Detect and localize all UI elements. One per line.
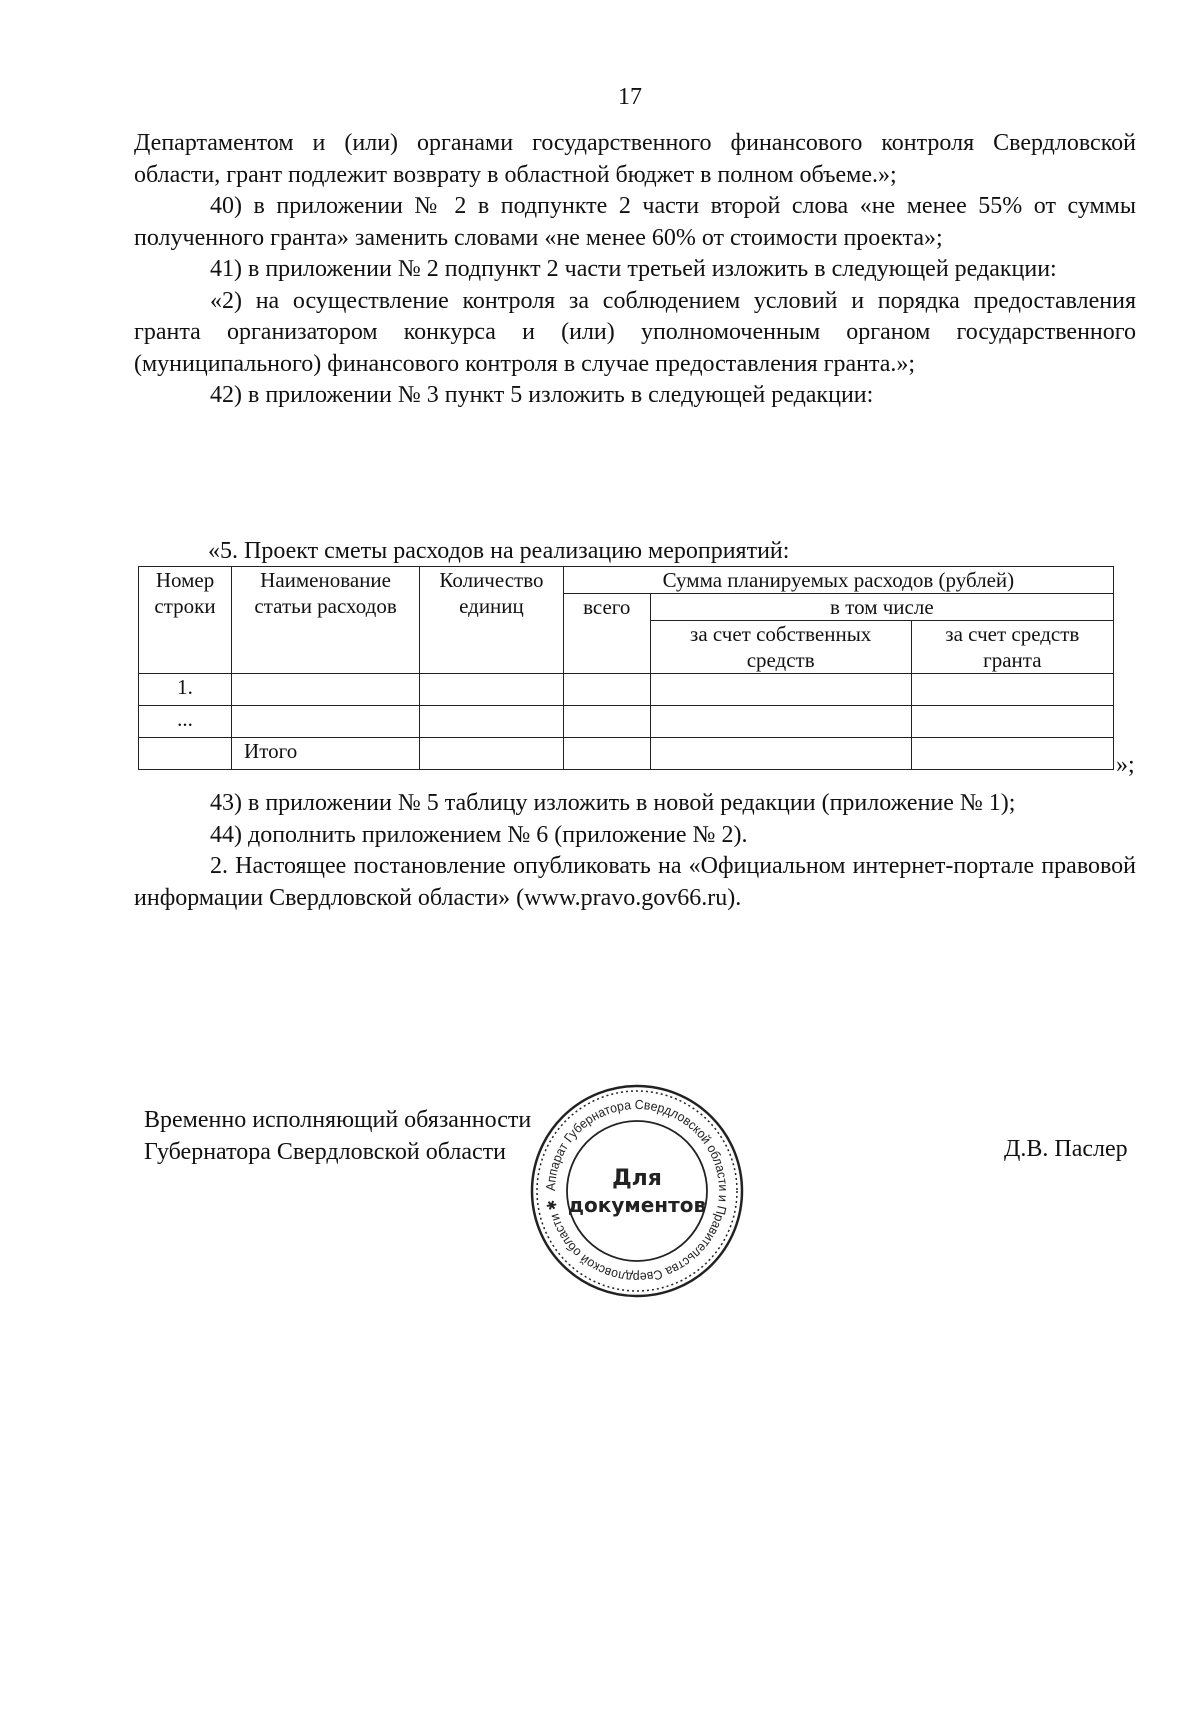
header-quantity: Количество единиц: [420, 567, 564, 674]
stamp-center-line1: Для: [612, 1166, 662, 1191]
cell-total: [563, 674, 650, 706]
table-row: [139, 674, 1114, 706]
cell-quantity: [420, 706, 564, 738]
table-caption: «5. Проект сметы расходов на реализацию мероприятий:: [208, 538, 790, 564]
header-item-name: Наименование статьи расходов: [232, 567, 420, 674]
cell-item-name: [232, 706, 420, 738]
header-row-number: Номер строки: [139, 567, 232, 674]
paragraph-subitem-2: «2) на осуществление контроля за соблюдением условий и порядка предоставления гранта организатором конкурса и (или) уполномоченным органом государственного (муниципального) финансового контроля в случае предоставления гранта.»;: [134, 287, 1136, 377]
table-row-total: [139, 738, 1114, 770]
stamp-ring-text: Аппарат Губернатора Свердловской области и Правительства Свердловской области ✱: [542, 1096, 732, 1286]
header-total: всего: [563, 594, 650, 674]
stamp-inner-circle: [567, 1121, 707, 1261]
cell-total: [563, 706, 650, 738]
stamp-center-line2: документов: [567, 1193, 707, 1217]
paragraph-item-40: 40) в приложении № 2 в подпункте 2 части второй слова «не менее 55% от суммы полученного гранта» заменить словами «не менее 60% от стоимости проекта»;: [134, 193, 1136, 251]
cell-grant-funds: [911, 706, 1113, 738]
header-planned-sum: Сумма планируемых расходов (рублей): [563, 567, 1113, 594]
header-including: в том числе: [650, 594, 1113, 621]
paragraph-item-43: 43) в приложении № 5 таблицу изложить в новой редакции (приложение № 1);: [210, 790, 1016, 816]
paragraph-continuation: Департаментом и (или) органами государственного финансового контроля Свердловской области, грант подлежит возврату в областной бюджет в полном объеме.»;: [134, 130, 1136, 188]
cell-grant-funds: [911, 674, 1113, 706]
official-stamp: [528, 1082, 746, 1300]
signature-block: [144, 1104, 531, 1168]
paragraph-section-2: 2. Настоящее постановление опубликовать на «Официальном интернет-портале правовой информации Свердловской области» (www.pravo.gov66.ru).: [134, 853, 1136, 911]
paragraph-item-42: 42) в приложении № 3 пункт 5 изложить в следующей редакции:: [210, 382, 874, 408]
body-text-top: [134, 128, 1136, 412]
header-grant-funds: за счет средств гранта: [911, 621, 1113, 674]
cell-quantity: [420, 738, 564, 770]
cell-row-number: 1.: [139, 674, 232, 706]
cell-own-funds: [650, 706, 911, 738]
signer-position-line2: Губернатора Свердловской области: [144, 1139, 506, 1165]
cell-row-number: ...: [139, 706, 232, 738]
cell-item-name: Итого: [232, 738, 420, 770]
cell-quantity: [420, 674, 564, 706]
paragraph-item-44: 44) дополнить приложением № 6 (приложение № 2).: [210, 821, 748, 848]
stamp-outer-circle: [532, 1086, 742, 1296]
cell-own-funds: [650, 674, 911, 706]
page-number: 17: [618, 84, 642, 110]
body-text-bottom: [134, 788, 1136, 914]
signer-name: Д.В. Паслер: [1004, 1136, 1128, 1162]
signer-position-line1: Временно исполняющий обязанности: [144, 1107, 532, 1133]
table-row: [139, 706, 1114, 738]
header-own-funds: за счет собственных средств: [650, 621, 911, 674]
estimate-table: [138, 566, 1114, 770]
cell-item-name: [232, 674, 420, 706]
paragraph-item-41: 41) в приложении № 2 подпункт 2 части третьей изложить в следующей редакции:: [210, 256, 1057, 282]
cell-grant-funds: [911, 738, 1113, 770]
cell-total: [563, 738, 650, 770]
cell-row-number: [139, 738, 232, 770]
table-closing-quote: »;: [1116, 752, 1135, 778]
cell-own-funds: [650, 738, 911, 770]
